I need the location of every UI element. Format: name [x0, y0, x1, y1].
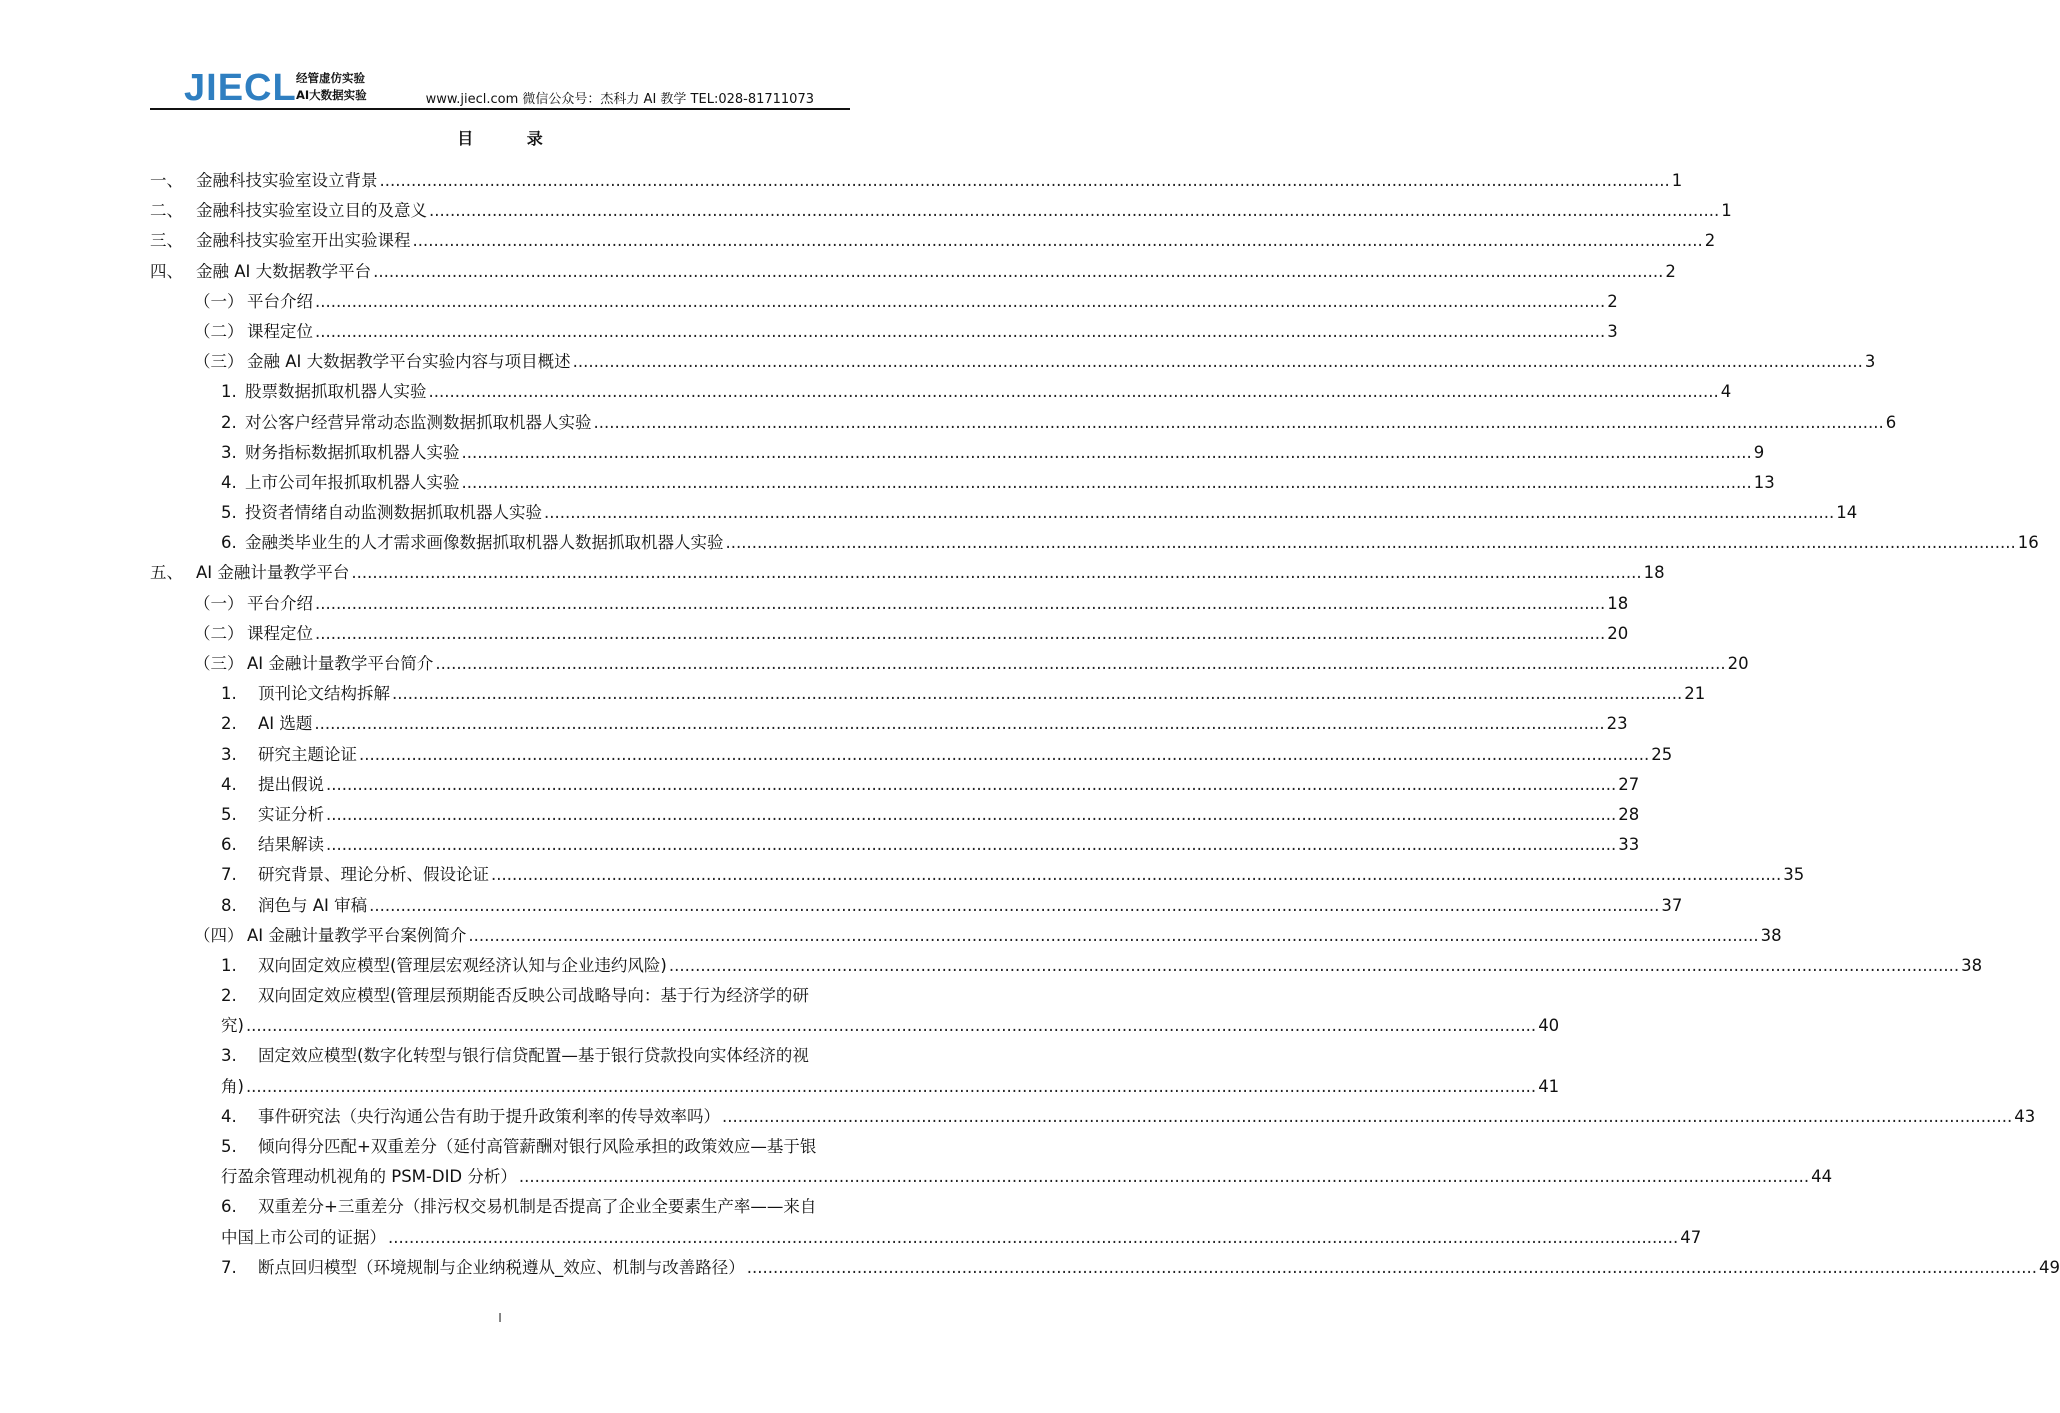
toc-page: 41 — [1538, 1076, 1560, 1096]
toc-leader — [519, 1162, 1809, 1192]
toc-page: 4 — [1720, 382, 1732, 402]
contact-info: www.jiecl.com 微信公众号：杰科力 AI 教学 TEL:028-81711073 — [425, 92, 814, 107]
toc-page: 44 — [1811, 1167, 1833, 1187]
toc-leader — [462, 468, 1752, 498]
toc-leader — [326, 770, 1616, 800]
toc-number: 7. — [221, 865, 237, 885]
toc-leader — [369, 891, 1659, 921]
toc-page: 27 — [1618, 774, 1640, 794]
toc-leader — [468, 921, 1758, 951]
toc-leader — [315, 589, 1605, 619]
toc-leader — [462, 438, 1752, 468]
toc-page: 13 — [1753, 472, 1775, 492]
toc-page: 37 — [1661, 895, 1683, 915]
toc-title: 事件研究法（央行沟通公告有助于提升政策利率的传导效率吗） — [258, 1106, 720, 1126]
table-of-contents — [150, 166, 2060, 1283]
toc-number: 3. — [221, 442, 237, 462]
toc-leader — [351, 558, 1641, 588]
toc-page: 23 — [1606, 714, 1628, 734]
toc-title-continued: 究) — [221, 1016, 244, 1036]
toc-title: 金融类毕业生的人才需求画像数据抓取机器人数据抓取机器人实验 — [245, 533, 724, 553]
toc-number: 6. — [221, 533, 237, 553]
toc-leader — [722, 1102, 2012, 1132]
toc-title: 实证分析 — [258, 804, 324, 824]
toc-page: 35 — [1783, 865, 1805, 885]
toc-leader — [314, 709, 1604, 739]
toc-leader — [429, 377, 1719, 407]
toc-page: 43 — [2014, 1106, 2036, 1126]
toc-title: 提出假说 — [258, 774, 324, 794]
toc-entry[interactable] — [150, 709, 1628, 739]
toc-number: （一） — [194, 291, 244, 311]
toc-title: AI 金融计量教学平台简介 — [247, 654, 434, 673]
toc-number: 1. — [221, 684, 237, 704]
toc-title-continued: 中国上市公司的证据） — [221, 1227, 386, 1247]
page-number-footer: I — [498, 1311, 502, 1325]
logo-tagline-2: AI大数据实验 — [296, 88, 367, 102]
toc-page: 38 — [1760, 925, 1782, 945]
toc-title: 双重差分+三重差分（排污权交易机制是否提高了企业全要素生产率——来自 — [258, 1197, 817, 1217]
toc-number: 一、 — [150, 171, 183, 190]
toc-page: 38 — [1961, 955, 1983, 975]
toc-leader — [392, 679, 1682, 709]
toc-entry[interactable] — [150, 981, 1560, 1041]
toc-leader — [669, 951, 1959, 981]
toc-entry[interactable] — [150, 679, 1706, 709]
toc-entry[interactable] — [150, 196, 1732, 226]
toc-title: 金融科技实验室设立目的及意义 — [196, 201, 427, 221]
toc-title: 固定效应模型(数字化转型与银行信贷配置—基于银行贷款投向实体经济的视 — [258, 1046, 809, 1066]
toc-page: 1 — [1671, 171, 1683, 190]
toc-title: 股票数据抓取机器人实验 — [245, 382, 427, 402]
toc-leader — [380, 166, 1670, 196]
toc-entry[interactable] — [150, 1132, 1833, 1192]
toc-title: 对公客户经营异常动态监测数据抓取机器人实验 — [245, 412, 592, 432]
toc-title: 平台介绍 — [247, 291, 313, 311]
toc-number: （三） — [194, 352, 244, 372]
toc-entry[interactable] — [150, 921, 1782, 951]
toc-entry[interactable] — [150, 498, 1858, 528]
toc-number: 4. — [221, 472, 237, 492]
toc-page: 40 — [1538, 1016, 1560, 1036]
toc-title: AI 选题 — [258, 714, 313, 734]
toc-title: 金融 AI 大数据教学平台实验内容与项目概述 — [247, 352, 571, 372]
toc-entry[interactable] — [150, 891, 1683, 921]
toc-leader — [573, 347, 1863, 377]
toc-number: 2. — [221, 986, 237, 1006]
toc-page: 18 — [1607, 593, 1629, 613]
jiecl-logo: JIECL — [184, 67, 297, 109]
toc-leader — [747, 1253, 2037, 1283]
toc-title: 断点回归模型（环境规制与企业纳税遵从_效应、机制与改善路径） — [258, 1257, 745, 1277]
toc-page: 2 — [1704, 231, 1716, 251]
toc-number: 四、 — [150, 261, 183, 281]
toc-number: 三、 — [150, 231, 183, 251]
toc-number: 5. — [221, 804, 237, 824]
toc-leader — [246, 1011, 1536, 1041]
toc-page: 18 — [1643, 563, 1665, 583]
toc-title: 财务指标数据抓取机器人实验 — [245, 442, 460, 462]
toc-entry[interactable] — [150, 770, 1640, 800]
toc-page: 47 — [1680, 1227, 1702, 1247]
toc-entry[interactable] — [150, 740, 1673, 770]
toc-title: AI 金融计量教学平台案例简介 — [247, 925, 467, 945]
toc-page: 3 — [1864, 352, 1876, 372]
toc-number: （二） — [194, 321, 244, 341]
toc-entry[interactable] — [150, 257, 1676, 287]
toc-title: 双向固定效应模型(管理层预期能否反映公司战略导向：基于行为经济学的研 — [258, 986, 809, 1006]
toc-leader — [544, 498, 1834, 528]
toc-leader — [491, 860, 1781, 890]
toc-leader — [594, 408, 1884, 438]
toc-number: 1. — [221, 955, 237, 975]
toc-page: 21 — [1684, 684, 1706, 704]
toc-entry[interactable] — [150, 166, 1683, 196]
toc-title: 研究背景、理论分析、假设论证 — [258, 865, 489, 885]
toc-number: （一） — [194, 593, 244, 613]
toc-number: 五、 — [150, 563, 183, 583]
toc-page: 33 — [1618, 835, 1640, 855]
toc-title: 结果解读 — [258, 835, 324, 855]
toc-title: 倾向得分匹配+双重差分（延付高管薪酬对银行风险承担的政策效应—基于银 — [258, 1137, 817, 1156]
toc-title: 研究主题论证 — [258, 744, 357, 764]
toc-number: 5. — [221, 1137, 237, 1156]
toc-title: 金融 AI 大数据教学平台 — [196, 261, 372, 281]
toc-title-continued: 行盈余管理动机视角的 PSM-DID 分析） — [221, 1167, 517, 1187]
toc-title: 课程定位 — [247, 623, 313, 643]
toc-entry[interactable] — [150, 1102, 2036, 1132]
toc-entry[interactable] — [150, 408, 1897, 438]
toc-number: 4. — [221, 1106, 237, 1126]
toc-number: （二） — [194, 623, 244, 643]
toc-entry[interactable] — [150, 589, 1629, 619]
toc-entry[interactable] — [150, 468, 1775, 498]
toc-leader — [326, 800, 1616, 830]
toc-page: 28 — [1618, 804, 1640, 824]
toc-number: （三） — [194, 654, 244, 673]
toc-entry[interactable] — [150, 558, 1665, 588]
toc-number: 5. — [221, 503, 237, 523]
toc-entry[interactable] — [150, 287, 1618, 317]
toc-entry[interactable] — [150, 830, 1640, 860]
toc-leader — [373, 257, 1663, 287]
toc-entry[interactable] — [150, 1041, 1560, 1101]
toc-page: 20 — [1727, 654, 1749, 673]
toc-leader — [315, 287, 1605, 317]
toc-entry[interactable] — [150, 317, 1618, 347]
toc-entry[interactable] — [150, 951, 1983, 981]
page-header — [150, 66, 850, 110]
toc-leader — [246, 1072, 1536, 1102]
toc-title: 金融科技实验室设立背景 — [196, 171, 378, 190]
toc-page: 1 — [1721, 201, 1732, 221]
toc-number: 二、 — [150, 201, 183, 221]
toc-page: 49 — [2039, 1257, 2060, 1277]
toc-leader — [726, 528, 2016, 558]
logo-tagline-1: 经管虚仿实验 — [296, 71, 365, 85]
toc-number: 7. — [221, 1257, 237, 1277]
toc-leader — [388, 1223, 1678, 1253]
toc-entry[interactable] — [150, 377, 1732, 407]
toc-leader — [435, 649, 1725, 679]
toc-title: 投资者情绪自动监测数据抓取机器人实验 — [245, 503, 542, 523]
toc-title: 润色与 AI 审稿 — [258, 895, 368, 915]
toc-title-continued: 角) — [221, 1076, 244, 1096]
toc-number: 2. — [221, 714, 237, 734]
toc-number: 6. — [221, 835, 237, 855]
toc-page: 3 — [1607, 321, 1618, 341]
toc-leader — [359, 740, 1649, 770]
logo-tagline — [296, 70, 367, 104]
toc-page: 6 — [1885, 412, 1897, 432]
toc-page: 14 — [1836, 503, 1858, 523]
toc-title: 课程定位 — [247, 321, 313, 341]
toc-page: 9 — [1753, 442, 1765, 462]
toc-page: 16 — [2017, 533, 2039, 553]
toc-entry[interactable] — [150, 649, 1749, 679]
toc-number: 3. — [221, 1046, 237, 1066]
toc-leader — [429, 196, 1719, 226]
toc-page: 2 — [1665, 261, 1676, 281]
toc-page: 2 — [1607, 291, 1618, 311]
header-divider — [150, 108, 850, 110]
toc-number: 8. — [221, 895, 237, 915]
toc-title: AI 金融计量教学平台 — [196, 563, 350, 583]
toc-title: 金融科技实验室开出实验课程 — [196, 231, 411, 251]
toc-title: 双向固定效应模型(管理层宏观经济认知与企业违约风险) — [258, 955, 667, 975]
toc-entry[interactable] — [150, 528, 2039, 558]
toc-title: 顶刊论文结构拆解 — [258, 684, 390, 704]
toc-page: 20 — [1607, 623, 1629, 643]
toc-entry[interactable] — [150, 438, 1765, 468]
page-title: 目 录 — [457, 129, 567, 148]
toc-leader — [413, 226, 1703, 256]
toc-page: 25 — [1651, 744, 1673, 764]
toc-entry[interactable] — [150, 619, 1629, 649]
toc-title: 上市公司年报抓取机器人实验 — [245, 472, 460, 492]
toc-entry[interactable] — [150, 226, 1716, 256]
toc-entry[interactable] — [150, 1192, 1702, 1252]
toc-entry[interactable] — [150, 347, 1876, 377]
toc-number: （四） — [194, 925, 244, 945]
toc-leader — [326, 830, 1616, 860]
toc-number: 4. — [221, 774, 237, 794]
toc-number: 6. — [221, 1197, 237, 1217]
toc-entry[interactable] — [150, 800, 1640, 830]
toc-title: 平台介绍 — [247, 593, 313, 613]
toc-number: 1. — [221, 382, 237, 402]
toc-number: 2. — [221, 412, 237, 432]
toc-entry[interactable] — [150, 1253, 2060, 1283]
toc-leader — [315, 317, 1605, 347]
toc-leader — [315, 619, 1605, 649]
toc-entry[interactable] — [150, 860, 1805, 890]
toc-number: 3. — [221, 744, 237, 764]
